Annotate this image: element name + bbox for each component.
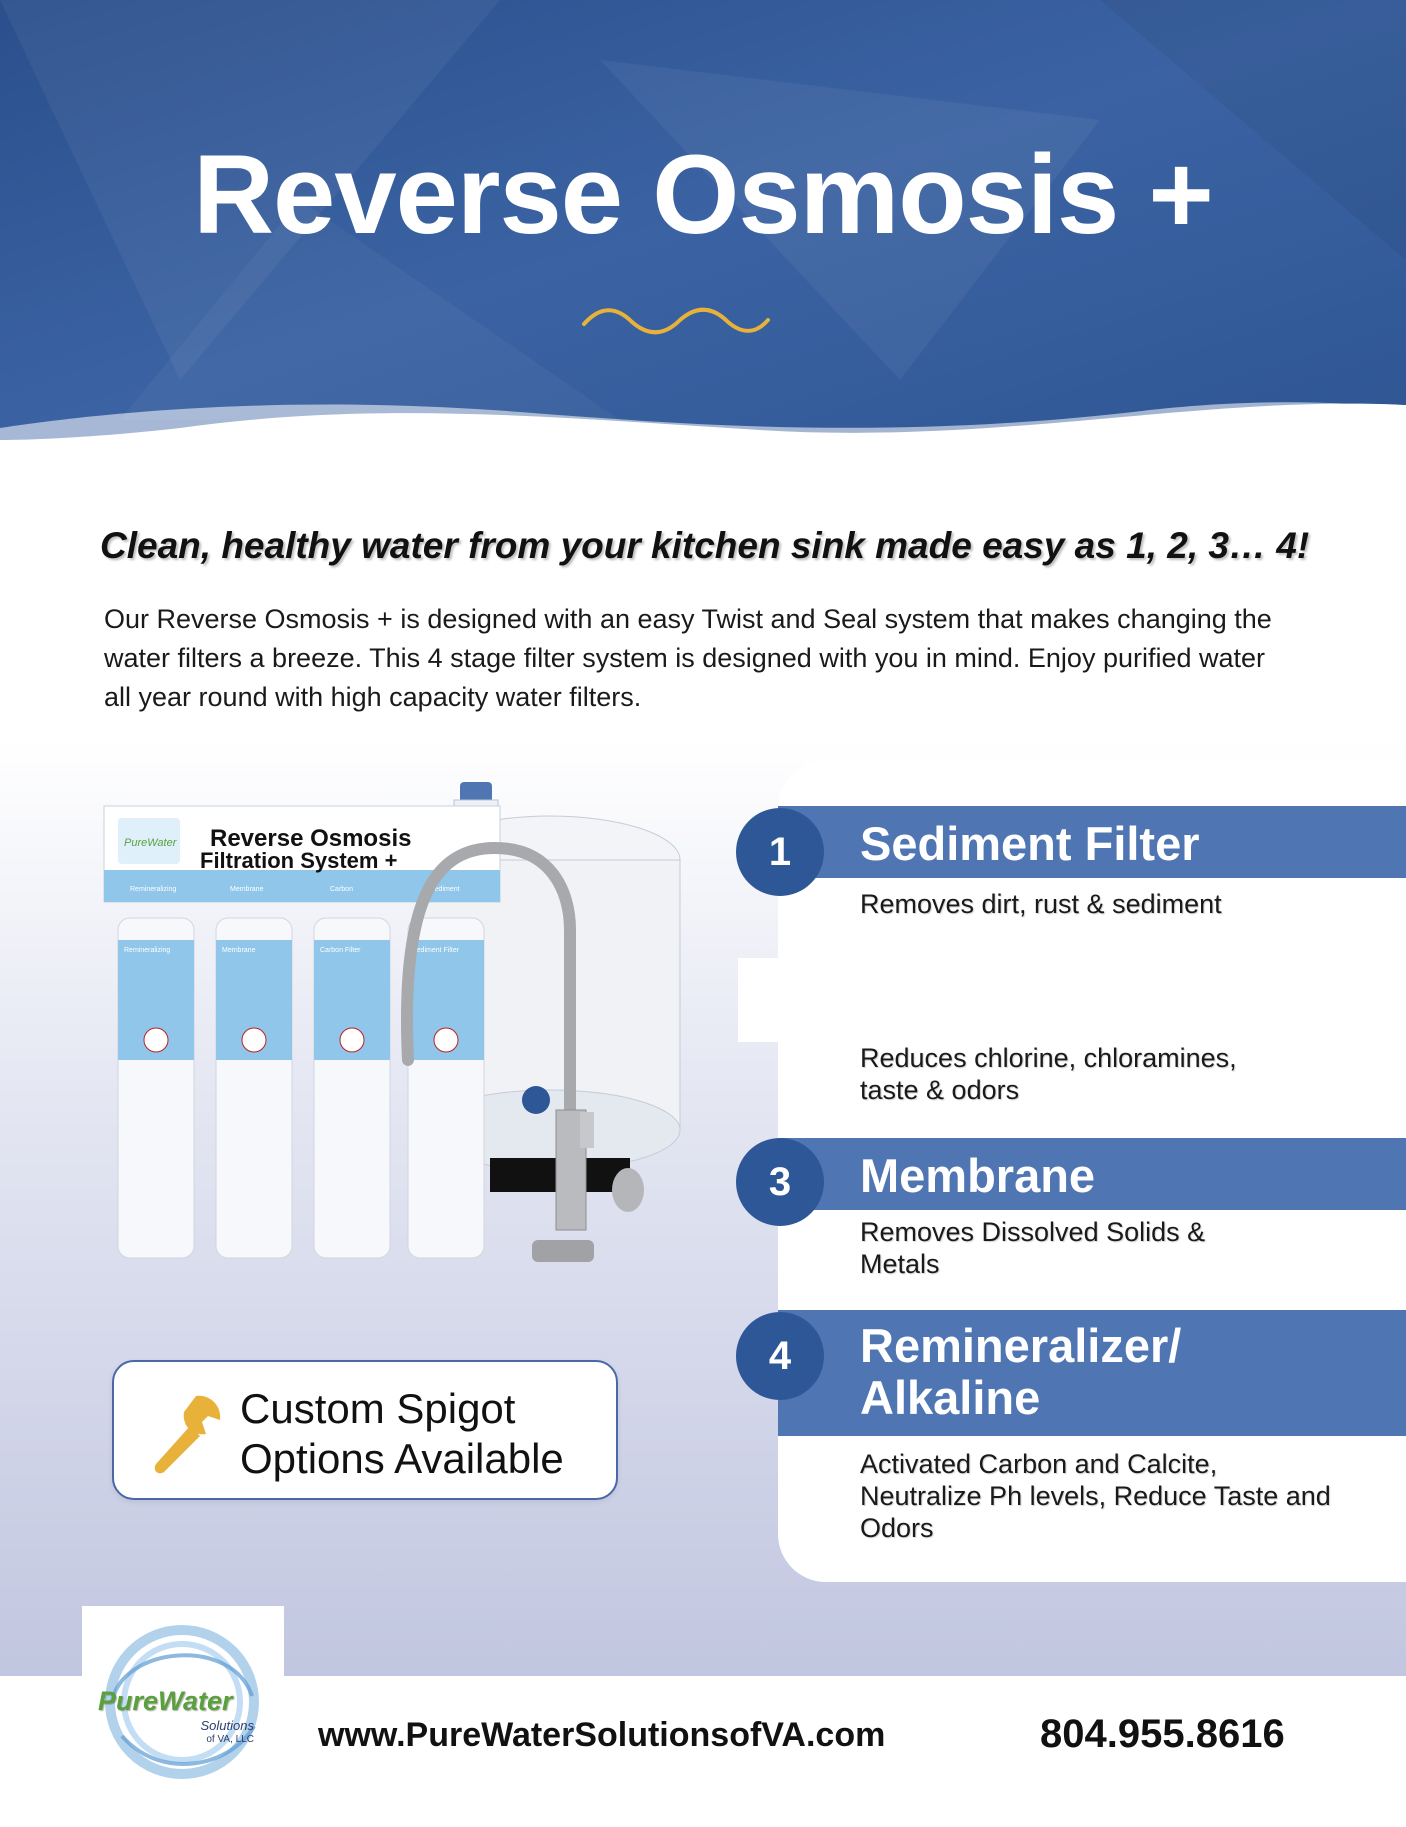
stage-3-desc xyxy=(860,1216,1380,1280)
company-logo xyxy=(82,1606,284,1802)
filter-label: Membrane xyxy=(222,947,256,954)
stage-3-desc-line: Metals xyxy=(860,1249,940,1279)
wave-divider-icon xyxy=(580,302,772,338)
brand-text: PureWater xyxy=(124,837,177,849)
phone-number[interactable]: 804.955.8616 xyxy=(1040,1712,1285,1756)
filter-label: Remineralizing xyxy=(124,947,171,954)
stage-1-bar xyxy=(778,806,1406,878)
stage-4-badge: 4 xyxy=(736,1312,824,1400)
stage-4-bar xyxy=(778,1310,1406,1436)
stage-3-title: Membrane xyxy=(860,1149,1096,1202)
stage-1-badge: 1 xyxy=(736,808,824,896)
logo-sub: Solutions xyxy=(200,1718,254,1733)
stage-2-desc-line: Reduces chlorine, chloramines, xyxy=(860,1043,1237,1073)
header-banner xyxy=(0,0,1406,460)
spigot-callout xyxy=(112,1360,618,1500)
filter-label: Carbon Filter xyxy=(320,947,361,954)
stage-4-desc xyxy=(860,1448,1380,1544)
stage-4-desc-line: Odors xyxy=(860,1513,934,1543)
stage-3-badge: 3 xyxy=(736,1138,824,1226)
stage-2-desc-line: taste & odors xyxy=(860,1075,1020,1105)
stage-1-title: Sediment Filter xyxy=(860,817,1200,870)
product-image xyxy=(100,770,700,1290)
logo-name: PureWater xyxy=(98,1686,233,1716)
spigot-text xyxy=(240,1384,610,1484)
tagline: Clean, healthy water from your kitchen sink made easy as 1, 2, 3… 4! xyxy=(100,525,1310,566)
strip-label: Sediment xyxy=(430,886,460,893)
stage-4-title xyxy=(860,1320,1181,1424)
stage-3-desc-line: Removes Dissolved Solids & xyxy=(860,1217,1206,1247)
website-link[interactable]: www.PureWaterSolutionsofVA.com xyxy=(318,1716,886,1754)
spigot-line2: Options Available xyxy=(240,1435,564,1482)
stage-4-desc-line: Activated Carbon and Calcite, xyxy=(860,1449,1218,1479)
box-title-line2: Filtration System + xyxy=(200,848,398,873)
strip-label: Remineralizing xyxy=(130,886,177,893)
filter-cartridge xyxy=(216,918,292,1258)
stage-3-bar xyxy=(778,1138,1406,1210)
wrench-icon xyxy=(144,1392,224,1476)
intro-paragraph: Our Reverse Osmosis + is designed with an easy Twist and Seal system that makes changing the water filters a breeze. This 4 stage filter system is designed with you in mind. Enjoy purified water all year round with high capacity water filters. xyxy=(104,604,1272,712)
stage-1-desc: Removes dirt, rust & sediment xyxy=(860,889,1222,919)
filter-cartridge xyxy=(408,918,484,1258)
strip-label: Membrane xyxy=(230,886,264,893)
spigot-line1: Custom Spigot xyxy=(240,1385,516,1432)
stage-2-desc xyxy=(860,1042,1380,1106)
stage-2-badge-mask xyxy=(738,958,812,1042)
strip-label: Carbon xyxy=(330,886,353,893)
stage-4-title-line: Remineralizer/ xyxy=(860,1319,1182,1372)
page-title: Reverse Osmosis + xyxy=(193,132,1213,257)
stage-4-title-line: Alkaline xyxy=(860,1371,1041,1424)
box-title-line1: Reverse Osmosis xyxy=(210,825,412,852)
logo-sub2: of VA, LLC xyxy=(206,1734,254,1745)
filter-cartridge xyxy=(314,918,390,1258)
filter-cartridge xyxy=(118,918,194,1258)
stage-4-desc-line: Neutralize Ph levels, Reduce Taste and xyxy=(860,1481,1331,1511)
filter-label: Sediment Filter xyxy=(412,947,460,954)
